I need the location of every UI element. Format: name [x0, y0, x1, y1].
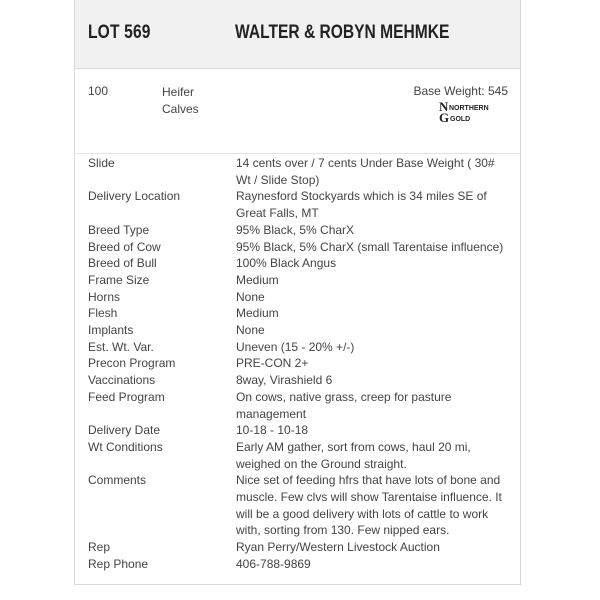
detail-row — [75, 372, 520, 389]
detail-row — [75, 305, 520, 322]
base-weight: Base Weight: 545 — [413, 84, 508, 98]
lot-summary — [75, 69, 520, 153]
detail-label: Delivery Date — [88, 423, 161, 438]
detail-value: 95% Black, 5% CharX (small Tarentaise influence) — [236, 239, 504, 254]
logo-text-top: NORTHERN — [449, 105, 489, 112]
detail-label: Slide — [88, 156, 115, 170]
head-count: 100 — [88, 84, 109, 98]
detail-row — [75, 439, 520, 472]
detail-value: Uneven (15 - 20% +/-) — [236, 339, 355, 354]
detail-label: Est. Wt. Var. — [88, 339, 154, 354]
detail-value: 95% Black, 5% CharX — [236, 222, 355, 237]
detail-label: Delivery Location — [88, 189, 181, 204]
detail-value: 14 cents over / 7 cents Under Base Weight ( 30# Wt / Slide Stop) — [236, 156, 495, 187]
detail-row — [75, 339, 520, 356]
detail-value: 8way, Virashield 6 — [236, 373, 333, 388]
lot-number: LOT 569 — [88, 22, 151, 43]
detail-value: Medium — [236, 272, 279, 287]
detail-label: Wt Conditions — [88, 439, 163, 454]
logo-text-bottom: GOLD — [450, 116, 471, 123]
detail-value: Nice set of feeding hfrs that have lots of bone and muscle. Few clvs will show Tarentaise influence. It will be a good delivery with lots of cattle to work with, sorting from 130. Few nipped ears. — [236, 473, 502, 538]
detail-value: Ryan Perry/Western Livestock Auction — [236, 540, 440, 555]
detail-row — [75, 422, 520, 439]
detail-row — [75, 255, 520, 272]
detail-row — [75, 289, 520, 306]
detail-label: Vaccinations — [88, 373, 156, 388]
detail-row — [75, 322, 520, 339]
detail-row — [75, 222, 520, 239]
svg-text:G: G — [439, 110, 450, 123]
detail-label: Frame Size — [88, 272, 150, 287]
detail-value: On cows, native grass, creep for pasture management — [236, 389, 452, 421]
detail-value: PRE-CON 2+ — [236, 356, 309, 371]
detail-row — [75, 272, 520, 289]
detail-value: None — [236, 289, 265, 304]
detail-row — [75, 355, 520, 372]
detail-value: 406-788-9869 — [236, 556, 311, 571]
detail-row — [75, 155, 520, 188]
cattle-type — [162, 84, 222, 118]
lot-details — [75, 155, 520, 573]
detail-row — [75, 539, 520, 556]
detail-value: Early AM gather, sort from cows, haul 20 mi, weighed on the Ground straight. — [236, 439, 471, 471]
detail-row — [75, 472, 520, 539]
detail-label: Flesh — [88, 306, 118, 321]
svg-text:N: N — [439, 101, 449, 114]
detail-row — [75, 188, 520, 221]
detail-label: Comments — [88, 473, 147, 488]
detail-label: Breed of Cow — [88, 239, 161, 254]
cattle-type-line1: Heifer — [162, 85, 195, 99]
detail-value: Medium — [236, 306, 279, 321]
detail-label: Feed Program — [88, 389, 165, 404]
detail-row — [75, 389, 520, 422]
lot-header — [75, 0, 520, 69]
detail-label: Horns — [88, 289, 121, 304]
detail-value: None — [236, 323, 265, 338]
detail-row — [75, 239, 520, 256]
northern-gold-logo — [436, 101, 508, 123]
seller-name: WALTER & ROBYN MEHMKE — [235, 22, 450, 43]
detail-value: 100% Black Angus — [236, 256, 337, 271]
detail-label: Breed of Bull — [88, 256, 157, 271]
detail-value: 10-18 - 10-18 — [236, 423, 309, 438]
lot-card — [74, 0, 521, 585]
divider — [75, 153, 520, 154]
detail-value: Raynesford Stockyards which is 34 miles SE of Great Falls, MT — [236, 189, 487, 221]
cattle-type-line2: Calves — [162, 102, 199, 116]
detail-label: Precon Program — [88, 356, 176, 371]
detail-label: Breed Type — [88, 222, 150, 237]
detail-label: Rep — [88, 540, 111, 555]
detail-label: Implants — [88, 323, 134, 338]
detail-row — [75, 556, 520, 573]
detail-label: Rep Phone — [88, 556, 149, 571]
